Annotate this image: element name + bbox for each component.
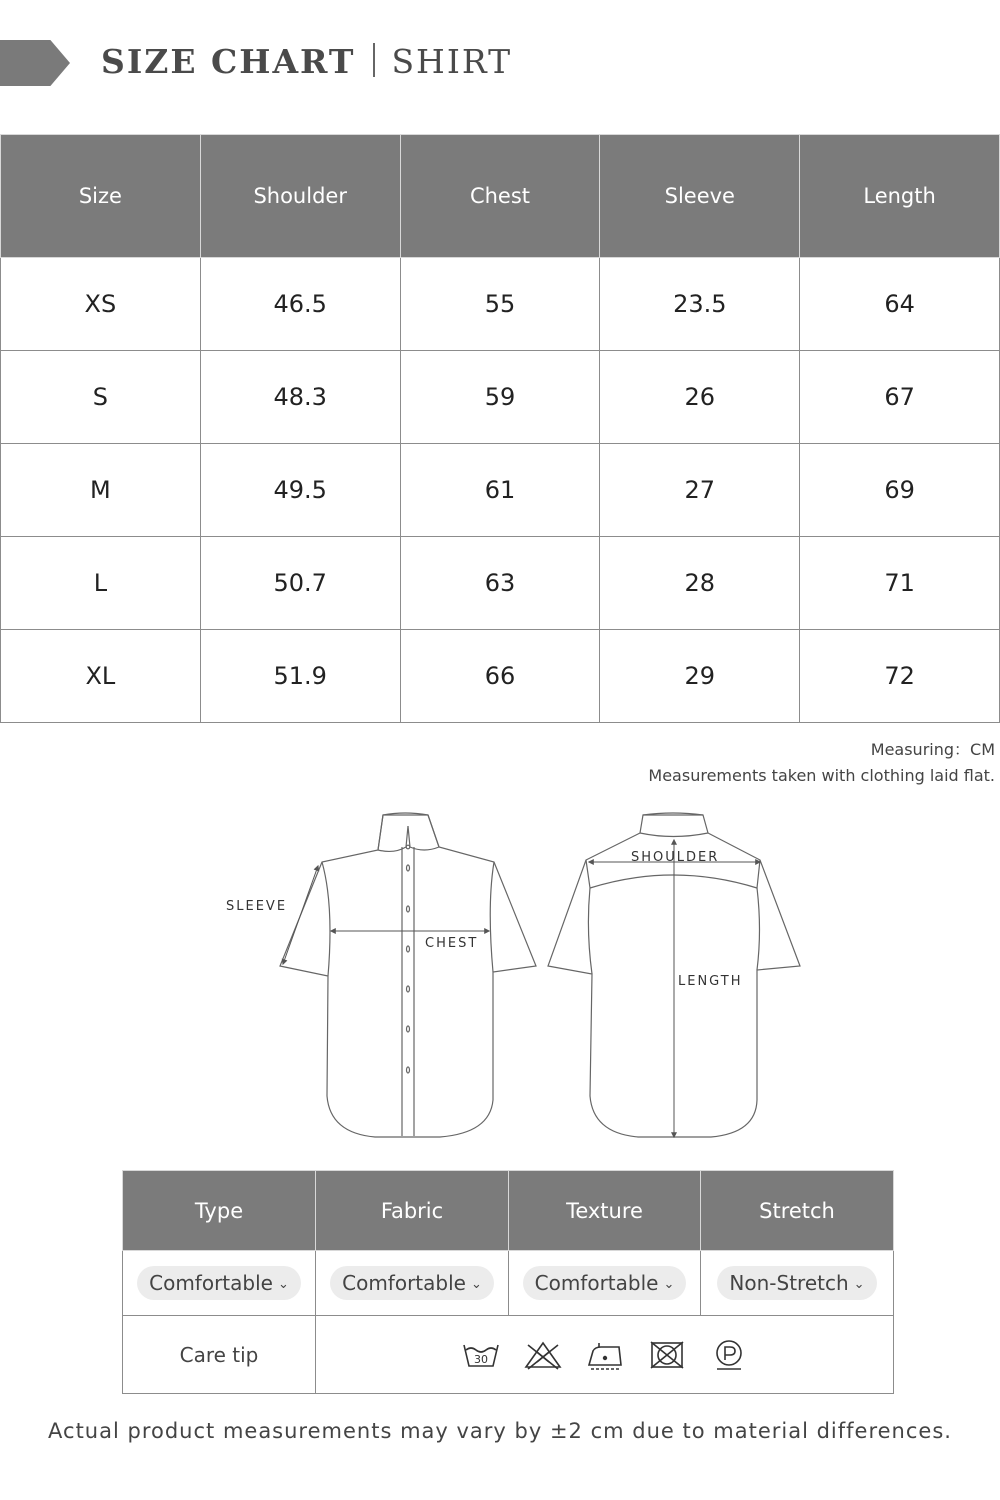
table-row <box>1 351 1000 444</box>
measuring-unit-note: Measuring：CM <box>870 740 995 759</box>
table-row <box>1 630 1000 723</box>
column-header-chest: Chest <box>400 135 600 258</box>
shoulder-cell: 50.7 <box>200 537 400 630</box>
shoulder-cell: 46.5 <box>200 258 400 351</box>
care-icons <box>316 1339 893 1371</box>
sleeve-cell: 27 <box>600 444 800 537</box>
fabric-info-table <box>122 1170 894 1394</box>
column-header-length: Length <box>800 135 1000 258</box>
chest-cell: 55 <box>400 258 600 351</box>
chevron-down-icon: ⌄ <box>277 1277 289 1292</box>
column-header-sleeve: Sleeve <box>600 135 800 258</box>
chest-cell: 61 <box>400 444 600 537</box>
info-table-header <box>123 1171 894 1251</box>
column-header-fabric: Fabric <box>316 1171 509 1251</box>
chest-label: CHEST <box>425 936 479 951</box>
chest-cell: 63 <box>400 537 600 630</box>
sleeve-cell: 29 <box>600 630 800 723</box>
size-cell: XL <box>1 630 201 723</box>
type-dropdown[interactable]: Comfortable ⌄ <box>137 1266 301 1300</box>
size-cell: XS <box>1 258 201 351</box>
length-cell: 72 <box>800 630 1000 723</box>
shoulder-cell: 48.3 <box>200 351 400 444</box>
sleeve-cell: 28 <box>600 537 800 630</box>
column-header-texture: Texture <box>509 1171 701 1251</box>
texture-dropdown[interactable]: Comfortable ⌄ <box>523 1266 687 1300</box>
chevron-down-icon: ⌄ <box>663 1277 675 1292</box>
professional-clean-icon <box>709 1339 749 1371</box>
measurement-disclaimer: Actual product measurements may vary by ±2 cm due to material differences. <box>48 1419 952 1443</box>
shoulder-cell: 51.9 <box>200 630 400 723</box>
table-row <box>1 444 1000 537</box>
column-header-stretch: Stretch <box>701 1171 894 1251</box>
page-title: SIZE CHART SHIRT <box>101 42 513 81</box>
length-cell: 71 <box>800 537 1000 630</box>
info-values-row <box>123 1251 894 1316</box>
shirt-front-icon <box>280 813 536 1137</box>
laid-flat-note: Measurements taken with clothing laid flat. <box>648 766 995 785</box>
size-chart-table <box>0 134 1000 723</box>
length-cell: 67 <box>800 351 1000 444</box>
chevron-down-icon: ⌄ <box>853 1277 865 1292</box>
sleeve-label: SLEEVE <box>226 899 288 914</box>
length-cell: 69 <box>800 444 1000 537</box>
column-header-size: Size <box>1 135 201 258</box>
stretch-dropdown[interactable]: Non-Stretch ⌄ <box>717 1266 876 1300</box>
sleeve-cell: 26 <box>600 351 800 444</box>
care-tip-row <box>123 1316 894 1394</box>
do-not-tumble-dry-icon <box>647 1339 687 1371</box>
size-cell: M <box>1 444 201 537</box>
fabric-dropdown[interactable]: Comfortable ⌄ <box>330 1266 494 1300</box>
shirt-measurement-diagram <box>0 800 1000 1150</box>
chevron-down-icon: ⌄ <box>470 1277 482 1292</box>
wash-30-icon <box>461 1339 501 1371</box>
iron-low-icon <box>585 1339 625 1371</box>
do-not-bleach-icon <box>523 1339 563 1371</box>
care-tip-label: Care tip <box>179 1342 259 1367</box>
shoulder-label: SHOULDER <box>631 850 720 865</box>
column-header-shoulder: Shoulder <box>200 135 400 258</box>
size-cell: S <box>1 351 201 444</box>
svg-text:30: 30 <box>473 1352 488 1366</box>
column-header-type: Type <box>123 1171 316 1251</box>
size-table-header <box>1 135 1000 258</box>
size-cell: L <box>1 537 201 630</box>
table-row <box>1 258 1000 351</box>
sleeve-cell: 23.5 <box>600 258 800 351</box>
chest-cell: 66 <box>400 630 600 723</box>
length-label: LENGTH <box>678 974 743 989</box>
chest-cell: 59 <box>400 351 600 444</box>
table-row <box>1 537 1000 630</box>
length-cell: 64 <box>800 258 1000 351</box>
header-arrow <box>0 40 70 86</box>
shoulder-cell: 49.5 <box>200 444 400 537</box>
